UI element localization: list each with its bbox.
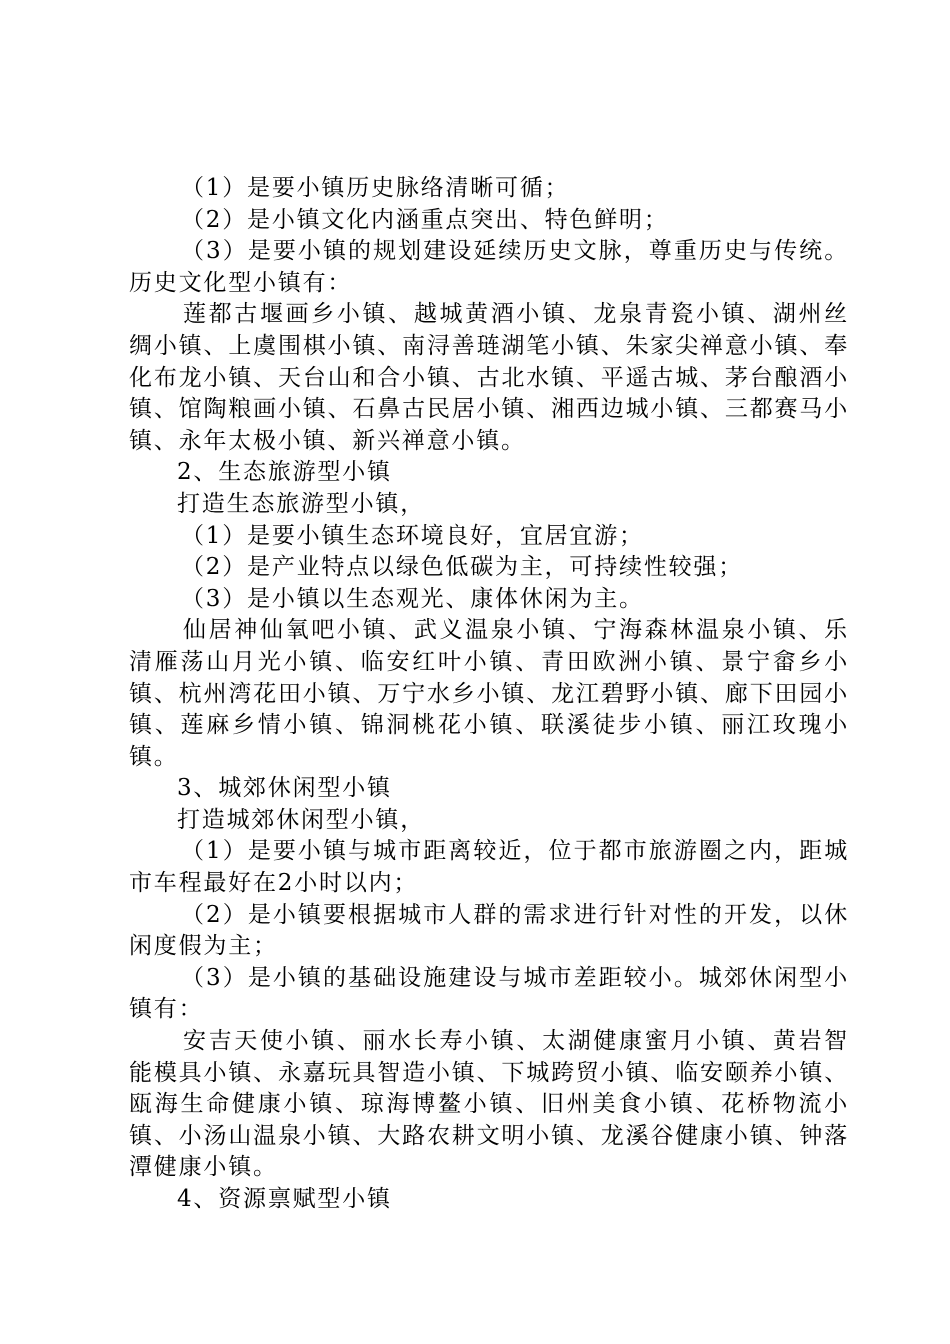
paragraph-eco-item-3: （3）是小镇以生态观光、康体休闲为主。 bbox=[181, 585, 644, 612]
paragraph-eco-intro: 打造生态旅游型小镇， bbox=[177, 490, 425, 517]
paragraph-eco-towns: 仙居神仙氧吧小镇、武义温泉小镇、宁海森林温泉小镇、乐清雁荡山月光小镇、临安红叶小镇、青田欧洲小镇、景宁畲乡小镇、杭州湾花田小镇、万宁水乡小镇、龙江碧野小镇、廊下田园小镇、莲麻乡情小镇、锦洞桃花小镇、联溪徒步小镇、丽江玫瑰小镇。 bbox=[129, 617, 849, 770]
paragraph-suburban-item-2: （2）是小镇要根据城市人群的需求进行针对性的开发，以休闲度假为主； bbox=[129, 901, 849, 960]
paragraph-suburban-towns: 安吉天使小镇、丽水长寿小镇、太湖健康蜜月小镇、黄岩智能模具小镇、永嘉玩具智造小镇、下城跨贸小镇、临安颐养小镇、瓯海生命健康小镇、琼海博鳌小镇、旧州美食小镇、花桥物流小镇、小汤山温泉小镇、大路农耕文明小镇、龙溪谷健康小镇、钟落潭健康小镇。 bbox=[129, 1028, 849, 1181]
paragraph-suburban-item-1: （1）是要小镇与城市距离较近，位于都市旅游圈之内，距城市车程最好在2小时以内； bbox=[129, 838, 849, 897]
section-heading-resource-endowment: 4、资源禀赋型小镇 bbox=[177, 1186, 392, 1212]
section-heading-suburban-leisure: 3、城郊休闲型小镇 bbox=[177, 775, 392, 802]
paragraph-eco-item-1: （1）是要小镇生态环境良好，宜居宜游； bbox=[181, 522, 644, 549]
paragraph-suburban-intro: 打造城郊休闲型小镇， bbox=[177, 806, 425, 833]
paragraph-history-item-3: （3）是要小镇的规划建设延续历史文脉，尊重历史与传统。历史文化型小镇有： bbox=[129, 238, 849, 296]
paragraph-history-item-2: （2）是小镇文化内涵重点突出、特色鲜明； bbox=[181, 206, 669, 233]
paragraph-history-item-1: （1）是要小镇历史脉络清晰可循； bbox=[181, 175, 570, 201]
paragraph-history-towns: 莲都古堰画乡小镇、越城黄酒小镇、龙泉青瓷小镇、湖州丝绸小镇、上虞围棋小镇、南浔善琏湖笔小镇、朱家尖禅意小镇、奉化布龙小镇、天台山和合小镇、古北水镇、平遥古城、茅台酿酒小镇、馆陶粮画小镇、石鼻古民居小镇、湘西边城小镇、三都赛马小镇、永年太极小镇、新兴禅意小镇。 bbox=[129, 301, 849, 454]
paragraph-eco-item-2: （2）是产业特点以绿色低碳为主，可持续性较强； bbox=[181, 554, 744, 581]
paragraph-suburban-item-3: （3）是小镇的基础设施建设与城市差距较小。城郊休闲型小镇有： bbox=[129, 964, 849, 1023]
section-heading-eco-tourism: 2、生态旅游型小镇 bbox=[177, 459, 392, 486]
document-body bbox=[129, 173, 849, 1216]
